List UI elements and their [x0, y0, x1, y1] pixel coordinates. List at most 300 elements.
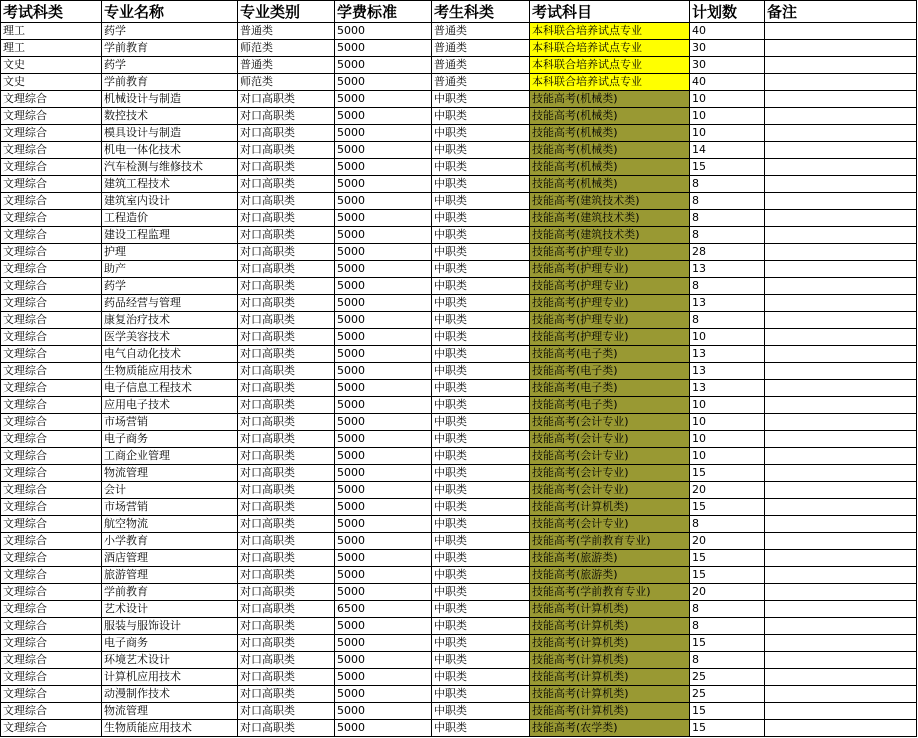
cell-remarks[interactable] [765, 363, 917, 380]
cell-tuition[interactable]: 5000 [335, 91, 432, 108]
header-plan-count[interactable]: 计划数 [690, 1, 765, 23]
cell-remarks[interactable] [765, 448, 917, 465]
cell-plan-count[interactable]: 8 [690, 278, 765, 295]
cell-exam-subject[interactable]: 技能高考(农学类) [530, 720, 690, 737]
cell-plan-count[interactable]: 20 [690, 584, 765, 601]
cell-major-name[interactable]: 艺术设计 [102, 601, 238, 618]
cell-plan-count[interactable]: 10 [690, 431, 765, 448]
cell-tuition[interactable]: 5000 [335, 720, 432, 737]
cell-exam-subject[interactable]: 技能高考(计算机类) [530, 618, 690, 635]
header-exam-category[interactable]: 考试科类 [1, 1, 102, 23]
cell-student-category[interactable]: 中职类 [432, 686, 530, 703]
cell-major-type[interactable]: 对口高职类 [238, 516, 335, 533]
cell-remarks[interactable] [765, 244, 917, 261]
cell-student-category[interactable]: 中职类 [432, 91, 530, 108]
cell-tuition[interactable]: 5000 [335, 329, 432, 346]
cell-student-category[interactable]: 中职类 [432, 431, 530, 448]
cell-plan-count[interactable]: 10 [690, 91, 765, 108]
cell-remarks[interactable] [765, 550, 917, 567]
cell-remarks[interactable] [765, 261, 917, 278]
cell-major-name[interactable]: 电气自动化技术 [102, 346, 238, 363]
cell-exam-category[interactable]: 文理综合 [1, 176, 102, 193]
cell-exam-category[interactable]: 文理综合 [1, 397, 102, 414]
cell-student-category[interactable]: 中职类 [432, 499, 530, 516]
cell-remarks[interactable] [765, 465, 917, 482]
cell-major-type[interactable]: 对口高职类 [238, 414, 335, 431]
cell-remarks[interactable] [765, 159, 917, 176]
header-remarks[interactable]: 备注 [765, 1, 917, 23]
cell-remarks[interactable] [765, 482, 917, 499]
cell-exam-category[interactable]: 文理综合 [1, 329, 102, 346]
cell-major-name[interactable]: 计算机应用技术 [102, 669, 238, 686]
cell-exam-category[interactable]: 文理综合 [1, 142, 102, 159]
cell-exam-subject[interactable]: 技能高考(机械类) [530, 125, 690, 142]
cell-plan-count[interactable]: 10 [690, 448, 765, 465]
cell-tuition[interactable]: 6500 [335, 601, 432, 618]
cell-exam-category[interactable]: 文理综合 [1, 108, 102, 125]
cell-remarks[interactable] [765, 686, 917, 703]
cell-plan-count[interactable]: 20 [690, 533, 765, 550]
cell-exam-subject[interactable]: 技能高考(电子类) [530, 380, 690, 397]
cell-exam-subject[interactable]: 技能高考(建筑技术类) [530, 227, 690, 244]
cell-major-type[interactable]: 对口高职类 [238, 482, 335, 499]
cell-plan-count[interactable]: 15 [690, 499, 765, 516]
cell-tuition[interactable]: 5000 [335, 414, 432, 431]
cell-plan-count[interactable]: 8 [690, 210, 765, 227]
cell-remarks[interactable] [765, 652, 917, 669]
cell-remarks[interactable] [765, 601, 917, 618]
cell-exam-subject[interactable]: 本科联合培养试点专业 [530, 40, 690, 57]
cell-major-name[interactable]: 学前教育 [102, 584, 238, 601]
cell-major-name[interactable]: 电子信息工程技术 [102, 380, 238, 397]
cell-major-type[interactable]: 对口高职类 [238, 227, 335, 244]
cell-remarks[interactable] [765, 210, 917, 227]
cell-exam-category[interactable]: 文理综合 [1, 703, 102, 720]
cell-major-type[interactable]: 对口高职类 [238, 91, 335, 108]
cell-remarks[interactable] [765, 533, 917, 550]
cell-remarks[interactable] [765, 108, 917, 125]
cell-exam-subject[interactable]: 技能高考(计算机类) [530, 686, 690, 703]
cell-tuition[interactable]: 5000 [335, 652, 432, 669]
cell-plan-count[interactable]: 13 [690, 380, 765, 397]
cell-exam-category[interactable]: 文理综合 [1, 210, 102, 227]
cell-tuition[interactable]: 5000 [335, 74, 432, 91]
cell-major-name[interactable]: 动漫制作技术 [102, 686, 238, 703]
cell-remarks[interactable] [765, 346, 917, 363]
cell-student-category[interactable]: 中职类 [432, 193, 530, 210]
cell-remarks[interactable] [765, 74, 917, 91]
cell-major-type[interactable]: 对口高职类 [238, 618, 335, 635]
cell-student-category[interactable]: 中职类 [432, 465, 530, 482]
cell-student-category[interactable]: 中职类 [432, 533, 530, 550]
cell-tuition[interactable]: 5000 [335, 244, 432, 261]
cell-remarks[interactable] [765, 720, 917, 737]
cell-major-name[interactable]: 汽车检测与维修技术 [102, 159, 238, 176]
cell-exam-subject[interactable]: 技能高考(电子类) [530, 363, 690, 380]
cell-student-category[interactable]: 中职类 [432, 550, 530, 567]
cell-major-name[interactable]: 康复治疗技术 [102, 312, 238, 329]
cell-major-type[interactable]: 对口高职类 [238, 397, 335, 414]
cell-exam-subject[interactable]: 本科联合培养试点专业 [530, 74, 690, 91]
cell-tuition[interactable]: 5000 [335, 159, 432, 176]
cell-major-type[interactable]: 对口高职类 [238, 601, 335, 618]
cell-student-category[interactable]: 中职类 [432, 669, 530, 686]
cell-remarks[interactable] [765, 193, 917, 210]
cell-major-type[interactable]: 对口高职类 [238, 584, 335, 601]
cell-student-category[interactable]: 普通类 [432, 40, 530, 57]
cell-plan-count[interactable]: 8 [690, 652, 765, 669]
cell-exam-subject[interactable]: 技能高考(计算机类) [530, 499, 690, 516]
cell-tuition[interactable]: 5000 [335, 380, 432, 397]
cell-student-category[interactable]: 中职类 [432, 312, 530, 329]
cell-exam-category[interactable]: 文理综合 [1, 295, 102, 312]
cell-exam-category[interactable]: 文理综合 [1, 652, 102, 669]
cell-exam-subject[interactable]: 技能高考(建筑技术类) [530, 210, 690, 227]
cell-plan-count[interactable]: 15 [690, 159, 765, 176]
cell-student-category[interactable]: 中职类 [432, 329, 530, 346]
cell-major-type[interactable]: 对口高职类 [238, 329, 335, 346]
cell-exam-category[interactable]: 文理综合 [1, 533, 102, 550]
cell-remarks[interactable] [765, 669, 917, 686]
cell-exam-subject[interactable]: 技能高考(护理专业) [530, 329, 690, 346]
cell-exam-category[interactable]: 文理综合 [1, 346, 102, 363]
cell-plan-count[interactable]: 10 [690, 108, 765, 125]
cell-exam-subject[interactable]: 技能高考(机械类) [530, 91, 690, 108]
cell-tuition[interactable]: 5000 [335, 295, 432, 312]
cell-major-type[interactable]: 师范类 [238, 40, 335, 57]
cell-exam-subject[interactable]: 技能高考(会计专业) [530, 414, 690, 431]
cell-major-name[interactable]: 建筑室内设计 [102, 193, 238, 210]
cell-exam-subject[interactable]: 技能高考(会计专业) [530, 448, 690, 465]
cell-exam-category[interactable]: 文理综合 [1, 550, 102, 567]
cell-plan-count[interactable]: 40 [690, 74, 765, 91]
cell-major-name[interactable]: 电子商务 [102, 635, 238, 652]
cell-remarks[interactable] [765, 227, 917, 244]
cell-student-category[interactable]: 中职类 [432, 516, 530, 533]
cell-student-category[interactable]: 中职类 [432, 601, 530, 618]
cell-plan-count[interactable]: 15 [690, 465, 765, 482]
cell-remarks[interactable] [765, 176, 917, 193]
cell-exam-category[interactable]: 文理综合 [1, 465, 102, 482]
cell-major-name[interactable]: 机械设计与制造 [102, 91, 238, 108]
cell-remarks[interactable] [765, 91, 917, 108]
cell-major-name[interactable]: 生物质能应用技术 [102, 363, 238, 380]
cell-remarks[interactable] [765, 278, 917, 295]
header-student-category[interactable]: 考生科类 [432, 1, 530, 23]
cell-exam-category[interactable]: 文理综合 [1, 125, 102, 142]
cell-major-type[interactable]: 对口高职类 [238, 465, 335, 482]
cell-major-name[interactable]: 电子商务 [102, 431, 238, 448]
cell-remarks[interactable] [765, 329, 917, 346]
cell-exam-category[interactable]: 文理综合 [1, 380, 102, 397]
cell-plan-count[interactable]: 28 [690, 244, 765, 261]
cell-plan-count[interactable]: 13 [690, 363, 765, 380]
cell-student-category[interactable]: 中职类 [432, 278, 530, 295]
cell-major-name[interactable]: 机电一体化技术 [102, 142, 238, 159]
cell-student-category[interactable]: 中职类 [432, 397, 530, 414]
cell-tuition[interactable]: 5000 [335, 669, 432, 686]
cell-tuition[interactable]: 5000 [335, 312, 432, 329]
cell-exam-subject[interactable]: 技能高考(计算机类) [530, 703, 690, 720]
cell-tuition[interactable]: 5000 [335, 346, 432, 363]
cell-student-category[interactable]: 普通类 [432, 23, 530, 40]
cell-major-type[interactable]: 对口高职类 [238, 669, 335, 686]
cell-exam-subject[interactable]: 技能高考(旅游类) [530, 550, 690, 567]
cell-exam-category[interactable]: 文理综合 [1, 244, 102, 261]
cell-exam-category[interactable]: 文理综合 [1, 567, 102, 584]
cell-remarks[interactable] [765, 516, 917, 533]
cell-remarks[interactable] [765, 618, 917, 635]
cell-exam-category[interactable]: 文理综合 [1, 414, 102, 431]
cell-major-type[interactable]: 对口高职类 [238, 686, 335, 703]
cell-major-name[interactable]: 服装与服饰设计 [102, 618, 238, 635]
cell-plan-count[interactable]: 25 [690, 669, 765, 686]
cell-major-type[interactable]: 对口高职类 [238, 448, 335, 465]
cell-tuition[interactable]: 5000 [335, 465, 432, 482]
cell-plan-count[interactable]: 10 [690, 414, 765, 431]
cell-major-type[interactable]: 对口高职类 [238, 108, 335, 125]
cell-remarks[interactable] [765, 635, 917, 652]
cell-major-type[interactable]: 对口高职类 [238, 346, 335, 363]
cell-major-type[interactable]: 对口高职类 [238, 176, 335, 193]
cell-major-type[interactable]: 对口高职类 [238, 193, 335, 210]
cell-remarks[interactable] [765, 431, 917, 448]
cell-student-category[interactable]: 中职类 [432, 482, 530, 499]
cell-major-name[interactable]: 建筑工程技术 [102, 176, 238, 193]
cell-exam-category[interactable]: 文理综合 [1, 516, 102, 533]
cell-exam-subject[interactable]: 技能高考(会计专业) [530, 465, 690, 482]
cell-exam-subject[interactable]: 技能高考(护理专业) [530, 312, 690, 329]
cell-student-category[interactable]: 中职类 [432, 720, 530, 737]
cell-student-category[interactable]: 普通类 [432, 57, 530, 74]
cell-tuition[interactable]: 5000 [335, 23, 432, 40]
cell-plan-count[interactable]: 8 [690, 193, 765, 210]
cell-major-name[interactable]: 会计 [102, 482, 238, 499]
cell-student-category[interactable]: 中职类 [432, 295, 530, 312]
cell-exam-subject[interactable]: 本科联合培养试点专业 [530, 57, 690, 74]
cell-exam-category[interactable]: 文理综合 [1, 91, 102, 108]
cell-exam-category[interactable]: 文理综合 [1, 686, 102, 703]
cell-exam-subject[interactable]: 技能高考(学前教育专业) [530, 533, 690, 550]
cell-major-type[interactable]: 对口高职类 [238, 244, 335, 261]
cell-exam-subject[interactable]: 技能高考(护理专业) [530, 244, 690, 261]
cell-tuition[interactable]: 5000 [335, 431, 432, 448]
cell-exam-category[interactable]: 文史 [1, 74, 102, 91]
cell-major-name[interactable]: 工商企业管理 [102, 448, 238, 465]
cell-major-type[interactable]: 对口高职类 [238, 312, 335, 329]
cell-exam-subject[interactable]: 技能高考(学前教育专业) [530, 584, 690, 601]
cell-exam-subject[interactable]: 技能高考(机械类) [530, 159, 690, 176]
cell-major-name[interactable]: 生物质能应用技术 [102, 720, 238, 737]
cell-exam-category[interactable]: 文理综合 [1, 482, 102, 499]
cell-tuition[interactable]: 5000 [335, 176, 432, 193]
cell-exam-subject[interactable]: 技能高考(机械类) [530, 176, 690, 193]
header-exam-subject[interactable]: 考试科目 [530, 1, 690, 23]
cell-exam-category[interactable]: 文理综合 [1, 193, 102, 210]
cell-remarks[interactable] [765, 584, 917, 601]
cell-exam-subject[interactable]: 技能高考(护理专业) [530, 261, 690, 278]
cell-plan-count[interactable]: 20 [690, 482, 765, 499]
cell-plan-count[interactable]: 30 [690, 40, 765, 57]
cell-major-type[interactable]: 师范类 [238, 74, 335, 91]
cell-exam-category[interactable]: 文理综合 [1, 720, 102, 737]
cell-remarks[interactable] [765, 380, 917, 397]
cell-remarks[interactable] [765, 703, 917, 720]
cell-remarks[interactable] [765, 23, 917, 40]
cell-major-type[interactable]: 对口高职类 [238, 720, 335, 737]
cell-plan-count[interactable]: 8 [690, 516, 765, 533]
cell-student-category[interactable]: 中职类 [432, 618, 530, 635]
cell-exam-subject[interactable]: 技能高考(机械类) [530, 142, 690, 159]
cell-student-category[interactable]: 中职类 [432, 448, 530, 465]
cell-major-name[interactable]: 助产 [102, 261, 238, 278]
cell-exam-category[interactable]: 文理综合 [1, 635, 102, 652]
cell-major-type[interactable]: 对口高职类 [238, 125, 335, 142]
cell-exam-subject[interactable]: 技能高考(计算机类) [530, 601, 690, 618]
cell-tuition[interactable]: 5000 [335, 210, 432, 227]
cell-exam-category[interactable]: 文理综合 [1, 601, 102, 618]
cell-tuition[interactable]: 5000 [335, 584, 432, 601]
header-major-name[interactable]: 专业名称 [102, 1, 238, 23]
cell-major-name[interactable]: 模具设计与制造 [102, 125, 238, 142]
cell-exam-category[interactable]: 文理综合 [1, 431, 102, 448]
cell-exam-subject[interactable]: 技能高考(电子类) [530, 346, 690, 363]
cell-exam-subject[interactable]: 技能高考(计算机类) [530, 652, 690, 669]
cell-exam-category[interactable]: 文理综合 [1, 312, 102, 329]
cell-plan-count[interactable]: 8 [690, 312, 765, 329]
cell-major-type[interactable]: 对口高职类 [238, 295, 335, 312]
cell-student-category[interactable]: 中职类 [432, 363, 530, 380]
cell-major-name[interactable]: 药学 [102, 278, 238, 295]
cell-student-category[interactable]: 中职类 [432, 567, 530, 584]
cell-tuition[interactable]: 5000 [335, 261, 432, 278]
cell-major-name[interactable]: 药学 [102, 23, 238, 40]
cell-exam-subject[interactable]: 技能高考(旅游类) [530, 567, 690, 584]
cell-plan-count[interactable]: 30 [690, 57, 765, 74]
cell-remarks[interactable] [765, 567, 917, 584]
cell-major-name[interactable]: 药品经营与管理 [102, 295, 238, 312]
cell-exam-category[interactable]: 文理综合 [1, 227, 102, 244]
cell-major-type[interactable]: 对口高职类 [238, 380, 335, 397]
cell-major-type[interactable]: 对口高职类 [238, 533, 335, 550]
cell-tuition[interactable]: 5000 [335, 618, 432, 635]
cell-major-name[interactable]: 建设工程监理 [102, 227, 238, 244]
cell-tuition[interactable]: 5000 [335, 397, 432, 414]
cell-major-type[interactable]: 对口高职类 [238, 261, 335, 278]
cell-exam-subject[interactable]: 技能高考(护理专业) [530, 278, 690, 295]
cell-tuition[interactable]: 5000 [335, 533, 432, 550]
cell-student-category[interactable]: 中职类 [432, 108, 530, 125]
cell-major-name[interactable]: 工程造价 [102, 210, 238, 227]
cell-student-category[interactable]: 中职类 [432, 125, 530, 142]
cell-student-category[interactable]: 中职类 [432, 244, 530, 261]
cell-major-type[interactable]: 对口高职类 [238, 159, 335, 176]
cell-plan-count[interactable]: 8 [690, 601, 765, 618]
cell-major-name[interactable]: 应用电子技术 [102, 397, 238, 414]
cell-remarks[interactable] [765, 414, 917, 431]
cell-major-type[interactable]: 对口高职类 [238, 210, 335, 227]
cell-tuition[interactable]: 5000 [335, 635, 432, 652]
cell-plan-count[interactable]: 15 [690, 567, 765, 584]
cell-exam-category[interactable]: 文理综合 [1, 448, 102, 465]
cell-plan-count[interactable]: 15 [690, 720, 765, 737]
cell-student-category[interactable]: 中职类 [432, 261, 530, 278]
cell-tuition[interactable]: 5000 [335, 686, 432, 703]
cell-tuition[interactable]: 5000 [335, 125, 432, 142]
cell-major-type[interactable]: 对口高职类 [238, 567, 335, 584]
cell-major-name[interactable]: 药学 [102, 57, 238, 74]
cell-major-name[interactable]: 市场营销 [102, 499, 238, 516]
cell-exam-category[interactable]: 文理综合 [1, 618, 102, 635]
cell-exam-subject[interactable]: 技能高考(计算机类) [530, 669, 690, 686]
cell-major-type[interactable]: 对口高职类 [238, 550, 335, 567]
cell-student-category[interactable]: 中职类 [432, 142, 530, 159]
cell-major-name[interactable]: 护理 [102, 244, 238, 261]
cell-student-category[interactable]: 普通类 [432, 74, 530, 91]
cell-plan-count[interactable]: 40 [690, 23, 765, 40]
cell-exam-category[interactable]: 文理综合 [1, 278, 102, 295]
cell-student-category[interactable]: 中职类 [432, 635, 530, 652]
cell-plan-count[interactable]: 25 [690, 686, 765, 703]
cell-exam-subject[interactable]: 技能高考(建筑技术类) [530, 193, 690, 210]
cell-major-type[interactable]: 普通类 [238, 23, 335, 40]
cell-exam-category[interactable]: 文理综合 [1, 159, 102, 176]
cell-tuition[interactable]: 5000 [335, 108, 432, 125]
cell-tuition[interactable]: 5000 [335, 516, 432, 533]
cell-tuition[interactable]: 5000 [335, 703, 432, 720]
cell-major-name[interactable]: 学前教育 [102, 40, 238, 57]
cell-student-category[interactable]: 中职类 [432, 380, 530, 397]
cell-exam-subject[interactable]: 技能高考(会计专业) [530, 482, 690, 499]
cell-major-type[interactable]: 对口高职类 [238, 363, 335, 380]
cell-exam-category[interactable]: 理工 [1, 40, 102, 57]
cell-tuition[interactable]: 5000 [335, 278, 432, 295]
cell-plan-count[interactable]: 8 [690, 227, 765, 244]
header-major-type[interactable]: 专业类别 [238, 1, 335, 23]
cell-remarks[interactable] [765, 125, 917, 142]
cell-major-type[interactable]: 对口高职类 [238, 652, 335, 669]
cell-student-category[interactable]: 中职类 [432, 652, 530, 669]
cell-tuition[interactable]: 5000 [335, 550, 432, 567]
cell-plan-count[interactable]: 14 [690, 142, 765, 159]
cell-exam-subject[interactable]: 技能高考(机械类) [530, 108, 690, 125]
cell-plan-count[interactable]: 8 [690, 176, 765, 193]
cell-major-name[interactable]: 酒店管理 [102, 550, 238, 567]
cell-plan-count[interactable]: 10 [690, 397, 765, 414]
cell-tuition[interactable]: 5000 [335, 227, 432, 244]
cell-exam-subject[interactable]: 技能高考(计算机类) [530, 635, 690, 652]
cell-plan-count[interactable]: 13 [690, 261, 765, 278]
cell-tuition[interactable]: 5000 [335, 567, 432, 584]
cell-major-name[interactable]: 小学教育 [102, 533, 238, 550]
cell-exam-category[interactable]: 文史 [1, 57, 102, 74]
cell-major-type[interactable]: 对口高职类 [238, 635, 335, 652]
cell-plan-count[interactable]: 15 [690, 703, 765, 720]
cell-student-category[interactable]: 中职类 [432, 584, 530, 601]
cell-plan-count[interactable]: 13 [690, 346, 765, 363]
cell-student-category[interactable]: 中职类 [432, 414, 530, 431]
cell-exam-category[interactable]: 文理综合 [1, 261, 102, 278]
cell-student-category[interactable]: 中职类 [432, 227, 530, 244]
cell-remarks[interactable] [765, 295, 917, 312]
cell-plan-count[interactable]: 15 [690, 635, 765, 652]
cell-exam-category[interactable]: 文理综合 [1, 499, 102, 516]
cell-major-name[interactable]: 物流管理 [102, 465, 238, 482]
cell-major-type[interactable]: 对口高职类 [238, 499, 335, 516]
cell-exam-category[interactable]: 文理综合 [1, 669, 102, 686]
cell-remarks[interactable] [765, 57, 917, 74]
cell-major-name[interactable]: 航空物流 [102, 516, 238, 533]
